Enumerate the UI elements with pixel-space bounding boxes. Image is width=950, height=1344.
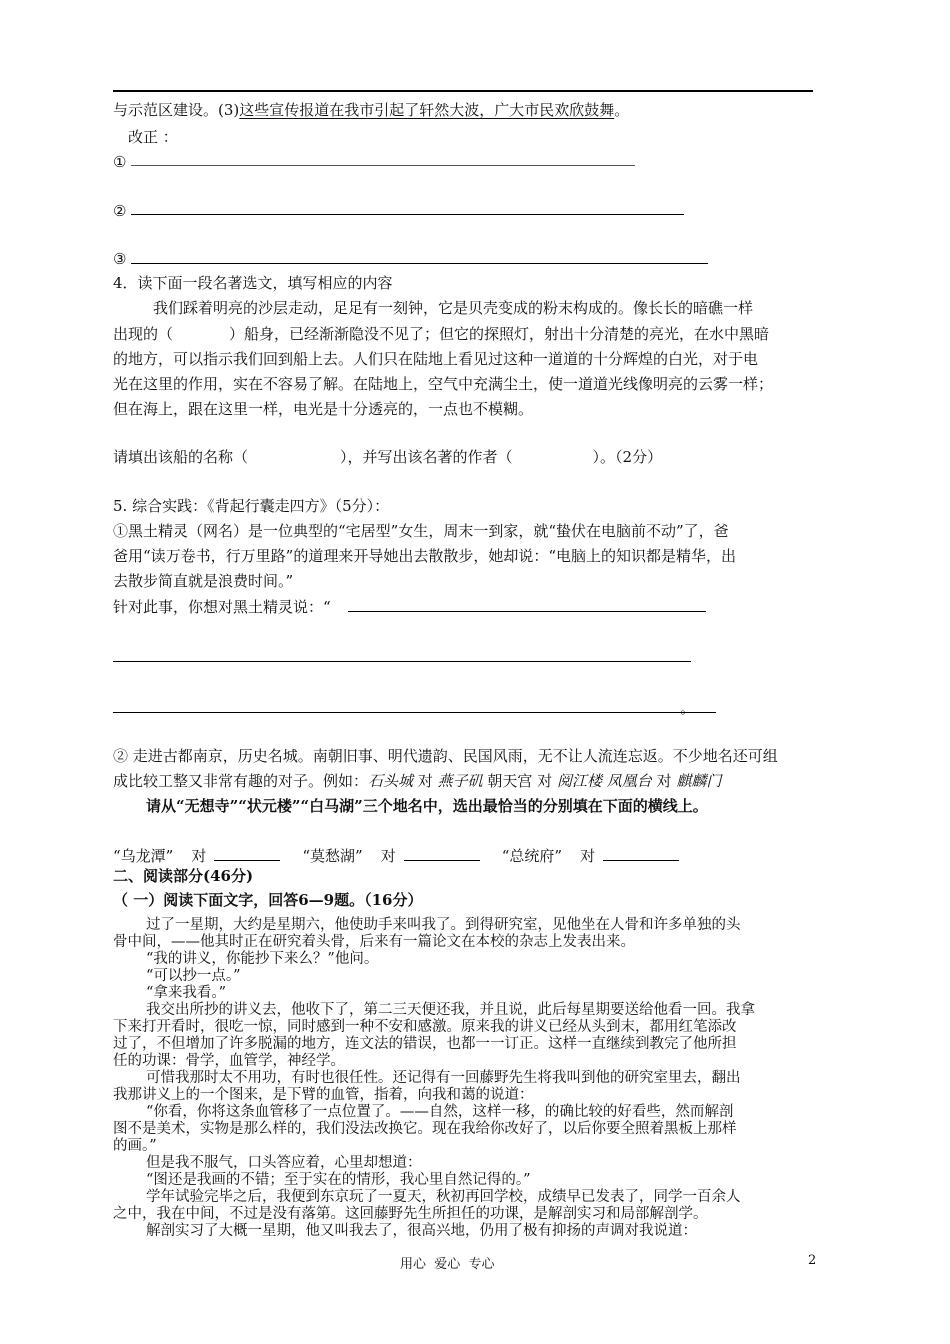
pair-dui-3: 对 (580, 847, 596, 865)
q4-ask-ship: 请填出该船的名称（ (113, 448, 249, 466)
q5-title: 5. 综合实践：《背起行囊走四方》（5分）： (113, 497, 390, 515)
correction-label: 改正 ： (128, 128, 178, 146)
q5-part2-line-2 (113, 770, 721, 792)
reading-line-10: 可惜我那时太不用功，有时也很任性。还记得有一回藤野先生将我叫到他的研究室里去，翻出 (146, 1070, 741, 1086)
example-chaotiangong: 朝天宫 (487, 772, 533, 790)
reading-line-7: 下来打开看时，很吃一惊，同时感到一种不安和感激。原来我的讲义已经从头到末，都用红笔添改 (113, 1019, 737, 1035)
reading-line-16: “图还是我画的不错；至于实在的情形，我心里自然记得的。” (146, 1172, 531, 1188)
answer-line-3[interactable] (131, 263, 708, 264)
reading-line-4: “可以抄一点。” (146, 968, 241, 984)
answer-line-2[interactable] (131, 214, 684, 215)
q5-part2-line-1: ② 走进古都南京，历史名城。南朝旧事、明代遗韵、民国风雨，无不让人流连忘返。不少地名还可组 (113, 747, 778, 765)
q5-answer-line-1[interactable] (348, 611, 706, 612)
reading-line-8: 过了，不但增加了许多脱漏的地方，连文法的错误，也都一一订正。这样一直继续到教完了他所担 (113, 1036, 737, 1052)
pair-dui-2: 对 (380, 847, 396, 865)
example-yuejianglou: 阅江楼 (557, 772, 603, 790)
reading-line-18: 之中，我在中间，不过是没有落第。这回藤野先生所担任的功课，是解剖实习和局部解剖学。 (113, 1206, 708, 1222)
example-qilinmen: 麒麟门 (676, 772, 722, 790)
top-rule (113, 90, 813, 92)
section-2-subtitle: （ 一）阅读下面文字，回答6—9题。（16分） (113, 891, 423, 909)
q4-passage-line-3: 的地方，可以指示我们回到船上去。人们只在陆地上看见过这种一道道的十分辉煌的白光，对于电 (113, 350, 759, 368)
q5-part1-line-1: ①黑土精灵（网名）是一位典型的“宅居型”女生，周末一到家，就“蛰伏在电脑前不动”了，爸 (113, 522, 729, 540)
q3-suffix: 。 (614, 101, 630, 119)
page-number: 2 (808, 1253, 817, 1268)
q5-answer-line-2[interactable] (113, 661, 691, 662)
reading-line-6: 我交出所抄的讲义去，他收下了，第二三天便还我，并且说，此后每星期要送给他看一回。我拿 (146, 1002, 755, 1018)
q5-instruction: 请从“无想寺”“状元楼”“白马湖”三个地名中，选出最恰当的分别填在下面的横线上。 (146, 797, 708, 815)
dui-3: 对 (656, 772, 672, 790)
q5-part1-line-2: 爸用“读万卷书，行万里路”的道理来开导她出去散散步，她却说：“电脑上的知识都是精华，出 (113, 547, 737, 565)
example-yanziji: 燕子矶 (437, 772, 483, 790)
q4-ask-points: ）。（2分） (592, 448, 663, 466)
pair-blank-2[interactable] (404, 846, 480, 861)
reading-line-19: 解剖实习了大概一星期，他又叫我去了，很高兴地，仍用了极有抑扬的声调对我说道： (146, 1223, 697, 1239)
reading-line-9: 任的功课：骨学，血管学，神经学。 (113, 1053, 345, 1069)
q4-title: 4．读下面一段名著选文，填写相应的内容 (113, 274, 393, 292)
example-fenghuangtai: 凤凰台 (606, 772, 652, 790)
q5-end-mark: 。 (680, 699, 696, 717)
answer-marker-1: ① (113, 153, 127, 171)
q4-question (113, 446, 662, 468)
reading-line-14: 的画。” (113, 1138, 157, 1154)
reading-line-15: 但是我不服气，口头答应着，心里却想道： (146, 1155, 422, 1171)
reading-line-11: 我那讲义上的一个图来，是下臂的血管，指着，向我和蔼的说道： (113, 1087, 534, 1103)
reading-line-5: “拿来我看。” (146, 985, 227, 1001)
answer-line-1[interactable] (131, 165, 635, 166)
pair-zongtongfu: “总统府” (501, 847, 563, 865)
pair-mochouhu: “莫愁湖” (302, 847, 363, 865)
reading-line-17: 学年试验完毕之后，我便到东京玩了一夏天，秋初再回学校，成绩早已发表了，同学一百余人 (146, 1189, 741, 1205)
example-shitoucheng: 石头城 (368, 772, 414, 790)
pair-blank-3[interactable] (603, 846, 679, 861)
reading-line-13: 图不是美术，实物是那么样的，我们没法改换它。现在我给你改好了，以后你要全照着黑板上那样 (113, 1121, 737, 1137)
q5-answer-line-3[interactable] (113, 712, 716, 713)
q5-part1-line-3: 去散步简直就是浪费时间。” (113, 572, 294, 590)
footer-motto: 用心 爱心 专心 (400, 1257, 495, 1272)
dui-2: 对 (537, 772, 553, 790)
section-2-title: 二、阅读部分(46分) (113, 867, 254, 885)
q4-passage-line-5: 但在海上，跟在这里一样，电光是十分透亮的，一点也不模糊。 (113, 400, 534, 418)
q4-passage-2a: 出现的（ (113, 325, 174, 343)
q4-passage-line-1: 我们踩着明亮的沙层走动，足足有一刻钟，它是贝壳变成的粉末构成的。像长长的暗礁一样 (153, 299, 754, 317)
q4-ask-author: ），并写出该名著的作者（ (340, 448, 513, 466)
reading-line-3: “我的讲义，你能抄下来么？”他问。 (146, 951, 379, 967)
q4-passage-line-4: 光在这里的作用，实在不容易了解。在陆地上，空气中充满尘土，使一道道光线像明亮的云雾一样； (113, 375, 774, 393)
answer-marker-2: ② (113, 202, 127, 220)
dui-1: 对 (417, 772, 433, 790)
reading-line-2: 骨中间，——他其时正在研究着头骨，后来有一篇论文在本校的杂志上发表出来。 (113, 934, 635, 950)
q4-passage-2b: ）船身，已经渐渐隐没不见了；但它的探照灯，射出十分清楚的亮光，在水中黑暗 (229, 325, 770, 343)
q5-part1-ask: 针对此事，你想对黑土精灵说：“ (113, 598, 331, 616)
q5-example-intro: 成比较工整又非常有趣的对子。例如： (113, 772, 369, 790)
q3-underlined-sentence: 这些宣传报道在我市引起了轩然大波，广大市民欢欣鼓舞 (239, 101, 615, 119)
reading-line-1: 过了一星期，大约是星期六，他使助手来叫我了。到得研究室，见他坐在人骨和许多单独的头 (146, 917, 741, 933)
q3-sentence-3 (113, 99, 629, 121)
pair-dui-1: 对 (191, 847, 207, 865)
q5-pairs (113, 845, 679, 867)
q4-passage-line-2 (113, 323, 769, 345)
q3-prefix: 与示范区建设。(3) (113, 101, 240, 119)
pair-wulongtan: “乌龙潭” (113, 847, 174, 865)
pair-blank-1[interactable] (214, 846, 280, 861)
answer-marker-3: ③ (113, 250, 127, 268)
reading-line-12: “你看，你将这条血管移了一点位置了。——自然，这样一移，的确比较的好看些，然而解剖 (146, 1104, 734, 1120)
